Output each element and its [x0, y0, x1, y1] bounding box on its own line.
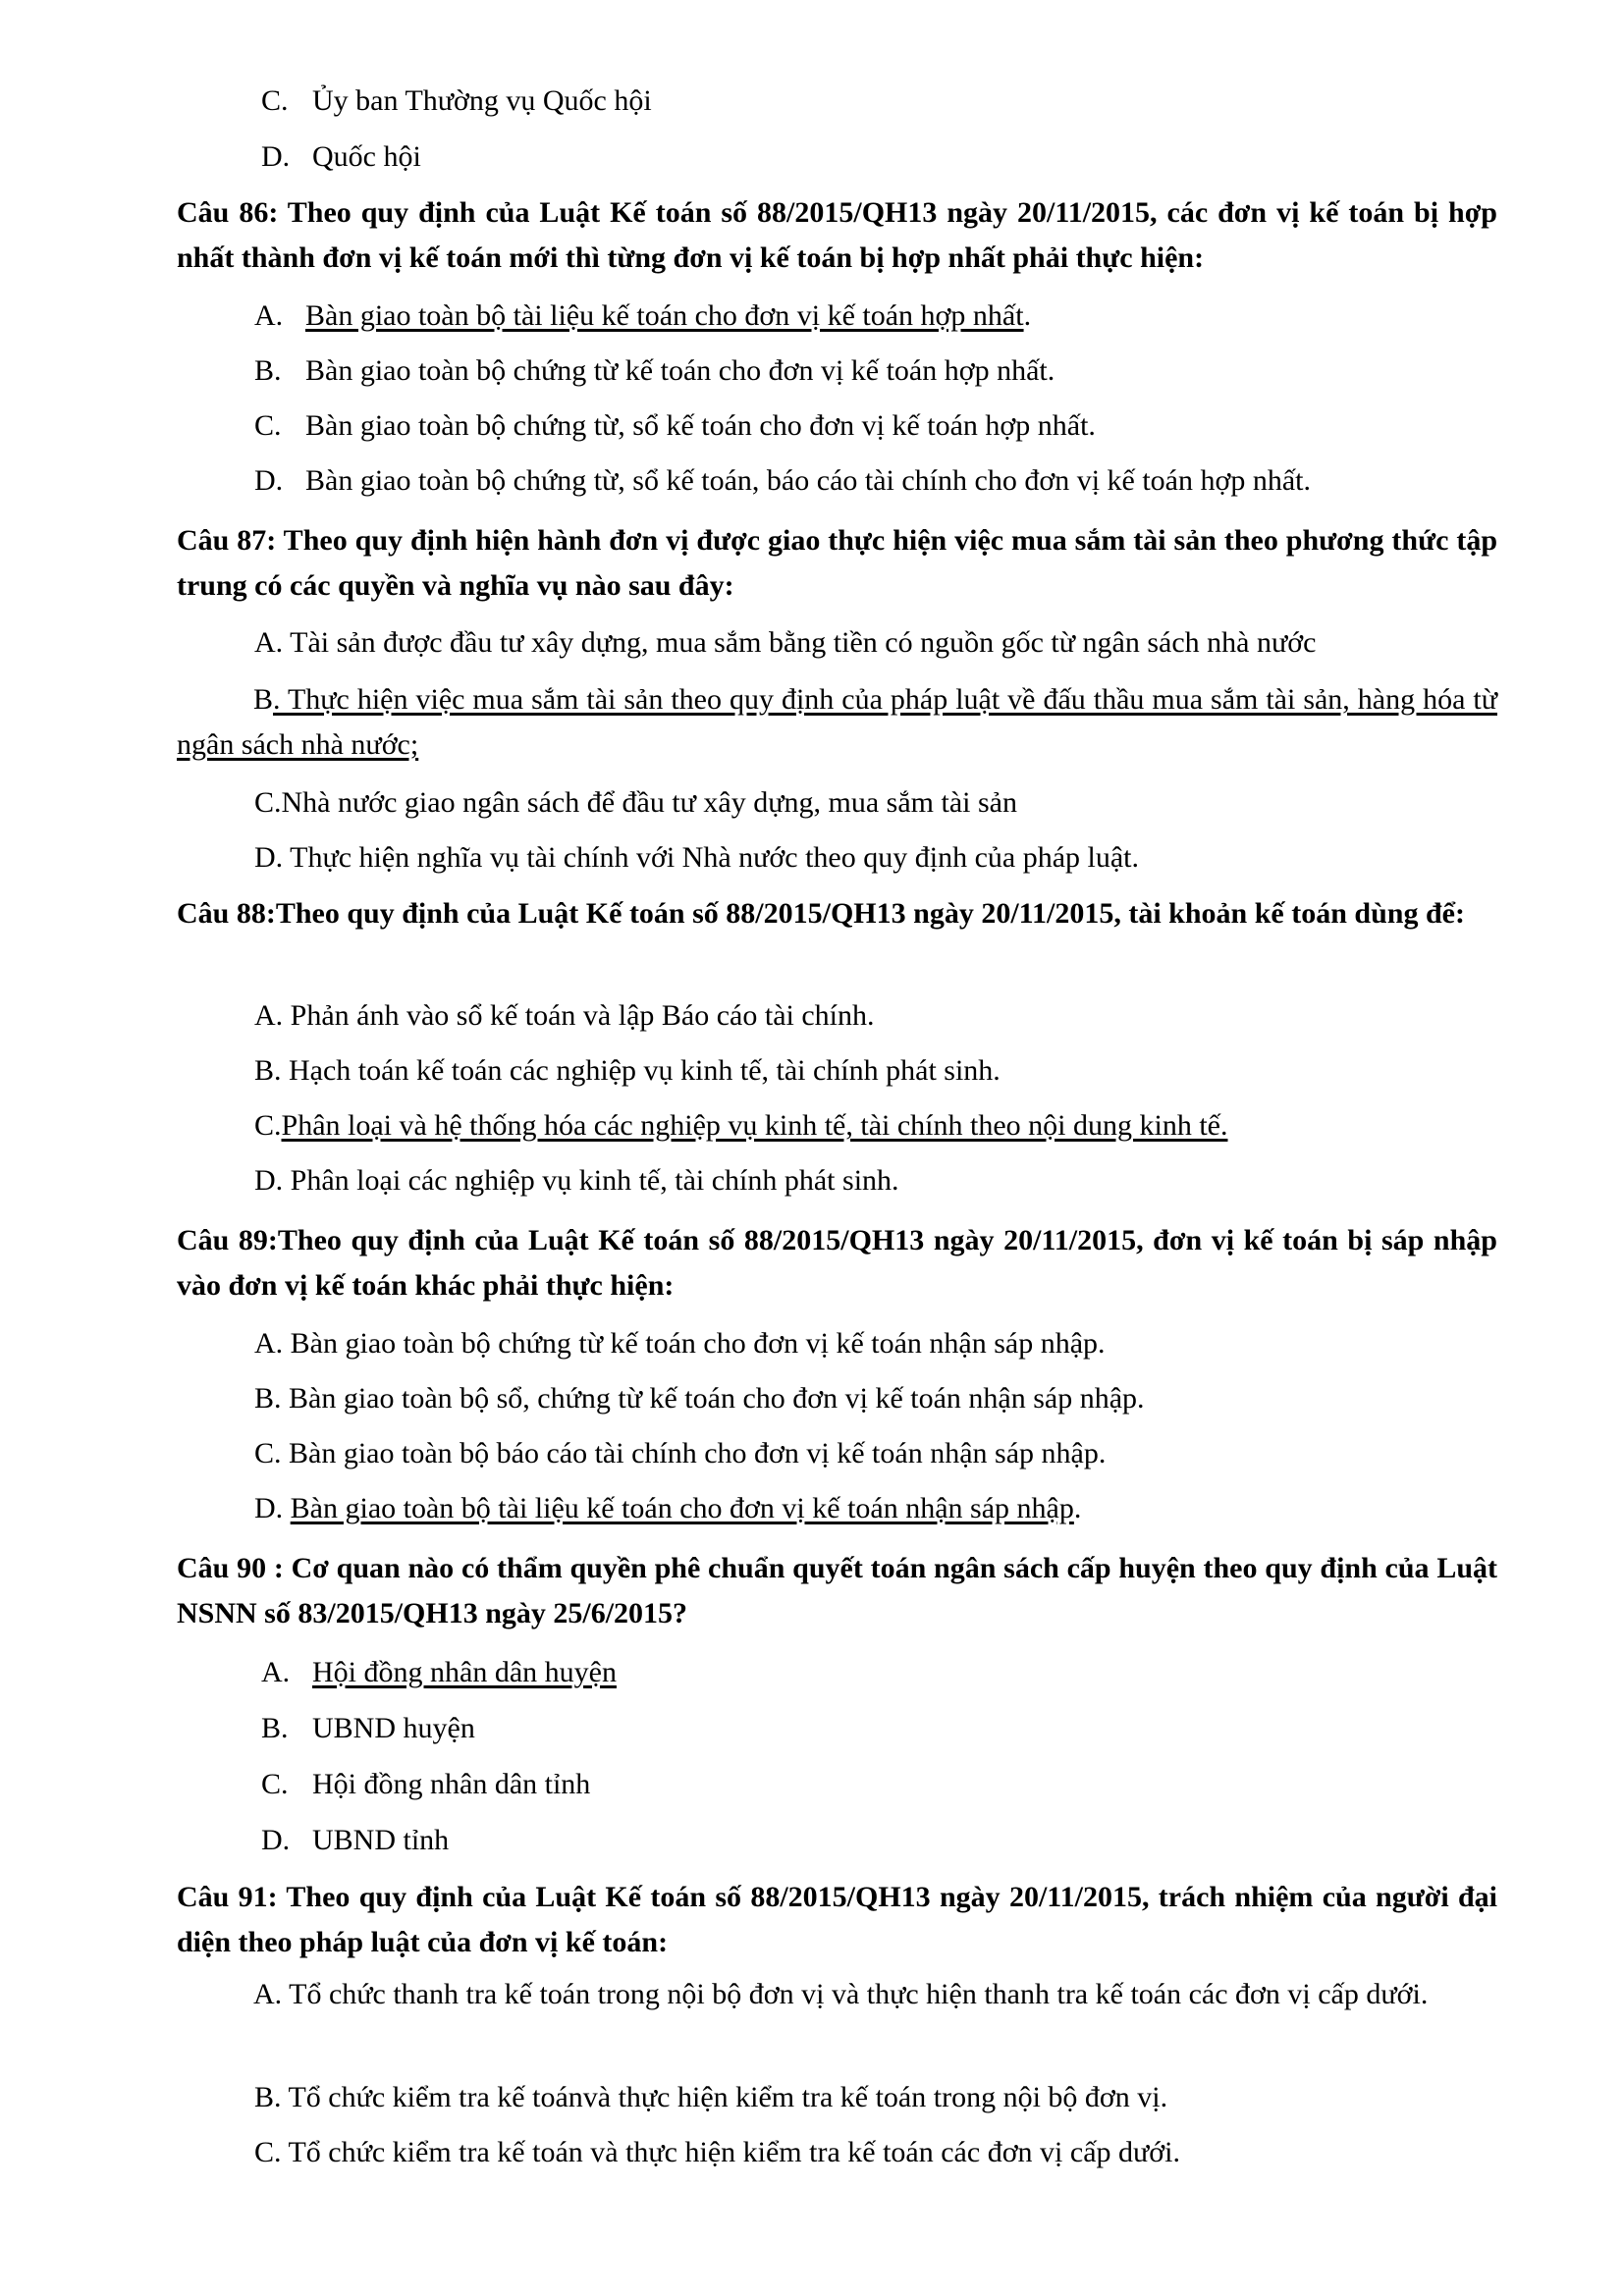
q87-option-c: C.Nhà nước giao ngân sách để đầu tư xây dựng, mua sắm tài sản	[254, 786, 1017, 819]
question-88-title: Câu 88:Theo quy định của Luật Kế toán số 88/2015/QH13 ngày 20/11/2015, tài khoản kế toán dùng để:	[177, 897, 1465, 930]
option-text: Ủy ban Thường vụ Quốc hội	[312, 84, 652, 117]
option-letter: C.	[261, 84, 289, 117]
option-text: UBND huyện	[312, 1712, 475, 1744]
q89-option-b: B. Bàn giao toàn bộ sổ, chứng từ kế toán cho đơn vị kế toán nhận sáp nhập.	[254, 1382, 1145, 1415]
question-91-title: Câu 91: Theo quy định của Luật Kế toán số 88/2015/QH13 ngày 20/11/2015, trách nhiệm của người đại diện theo pháp luật của đơn vị kế toán:	[177, 1881, 1497, 1958]
correct-answer: Bàn giao toàn bộ tài liệu kế toán cho đơn vị kế toán hợp nhất	[305, 299, 1024, 332]
q86-option-a	[254, 299, 1031, 333]
question-87-title: Câu 87: Theo quy định hiện hành đơn vị được giao thực hiện việc mua sắm tài sản theo phương thức tập trung có các quyền và nghĩa vụ nào sau đây:	[177, 524, 1497, 602]
q90-option-a	[261, 1656, 617, 1689]
q89-option-a: A. Bàn giao toàn bộ chứng từ kế toán cho đơn vị kế toán nhận sáp nhập.	[254, 1327, 1106, 1360]
q87-option-b	[177, 677, 1497, 768]
correct-answer: Bàn giao toàn bộ tài liệu kế toán cho đơn vị kế toán nhận sáp nhập	[290, 1492, 1074, 1524]
q90-option-b	[261, 1712, 475, 1745]
q87-option-d: D. Thực hiện nghĩa vụ tài chính với Nhà nước theo quy định của pháp luật.	[254, 841, 1139, 874]
q88-option-c	[254, 1109, 1227, 1143]
q90-option-d	[261, 1824, 449, 1857]
option-text: Quốc hội	[312, 140, 421, 173]
q87-option-a: A. Tài sản được đầu tư xây dựng, mua sắm bằng tiền có nguồn gốc từ ngân sách nhà nước	[254, 626, 1317, 659]
correct-answer: . Thực hiện việc mua sắm tài sản theo quy định của pháp luật về đấu thầu mua sắm tài sản, hàng hóa từ ngân sách nhà nước;	[177, 683, 1497, 761]
correct-answer: Hội đồng nhân dân huyện	[312, 1656, 617, 1688]
q88-option-d: D. Phân loại các nghiệp vụ kinh tế, tài chính phát sinh.	[254, 1164, 899, 1197]
prev-option-c	[261, 84, 652, 118]
q88-option-b: B. Hạch toán kế toán các nghiệp vụ kinh tế, tài chính phát sinh.	[254, 1054, 1001, 1087]
prev-option-d	[261, 140, 421, 174]
option-letter: D.	[254, 1492, 291, 1524]
q91-option-a: A. Tổ chức thanh tra kế toán trong nội bộ đơn vị và thực hiện thanh tra kế toán các đơn vị cấp dưới.	[253, 1978, 1429, 2010]
correct-answer: Phân loại và hệ thống hóa các nghiệp vụ kinh tế, tài chính theo nội dung kinh tế.	[281, 1109, 1228, 1142]
option-tail: .	[1023, 299, 1032, 332]
option-letter: B.	[261, 1712, 289, 1744]
question-89-title: Câu 89:Theo quy định của Luật Kế toán số 88/2015/QH13 ngày 20/11/2015, đơn vị kế toán bị sáp nhập vào đơn vị kế toán khác phải thực hiện:	[177, 1224, 1497, 1302]
option-text: Bàn giao toàn bộ chứng từ kế toán cho đơn vị kế toán hợp nhất.	[305, 354, 1055, 387]
q90-option-c	[261, 1768, 590, 1801]
option-letter: D.	[261, 140, 291, 173]
option-letter: C.	[261, 1768, 289, 1800]
q89-option-d	[254, 1492, 1081, 1525]
option-letter: B.	[254, 354, 282, 387]
question-90-title: Câu 90 : Cơ quan nào có thẩm quyền phê chuẩn quyết toán ngân sách cấp huyện theo quy định của Luật NSNN số 83/2015/QH13 ngày 25/6/2015?	[177, 1552, 1497, 1629]
question-86-title: Câu 86: Theo quy định của Luật Kế toán số 88/2015/QH13 ngày 20/11/2015, các đơn vị kế toán bị hợp nhất thành đơn vị kế toán mới thì từng đơn vị kế toán bị hợp nhất phải thực hiện:	[177, 196, 1497, 274]
option-letter: C.	[254, 1109, 282, 1142]
q86-option-b	[254, 354, 1055, 388]
option-text: UBND tỉnh	[312, 1824, 450, 1856]
q86-option-c	[254, 409, 1096, 443]
option-text: Hội đồng nhân dân tỉnh	[312, 1768, 591, 1800]
option-text: Bàn giao toàn bộ chứng từ, sổ kế toán cho đơn vị kế toán hợp nhất.	[305, 409, 1096, 442]
q89-option-c: C. Bàn giao toàn bộ báo cáo tài chính cho đơn vị kế toán nhận sáp nhập.	[254, 1437, 1107, 1469]
option-text: Bàn giao toàn bộ chứng từ, sổ kế toán, báo cáo tài chính cho đơn vị kế toán hợp nhất.	[305, 464, 1312, 497]
option-letter: D.	[254, 464, 284, 497]
option-letter: D.	[261, 1824, 291, 1856]
q86-option-d	[254, 464, 1311, 498]
option-letter: A.	[254, 299, 284, 332]
option-letter: C.	[254, 409, 282, 442]
option-letter: B	[253, 683, 274, 716]
q91-option-b: B. Tổ chức kiểm tra kế toánvà thực hiện kiểm tra kế toán trong nội bộ đơn vị.	[254, 2081, 1168, 2113]
option-letter: A.	[261, 1656, 291, 1688]
q91-option-c: C. Tổ chức kiểm tra kế toán và thực hiện kiểm tra kế toán các đơn vị cấp dưới.	[254, 2136, 1180, 2168]
q88-option-a: A. Phản ánh vào sổ kế toán và lập Báo cáo tài chính.	[254, 999, 875, 1032]
option-tail: .	[1073, 1492, 1082, 1524]
